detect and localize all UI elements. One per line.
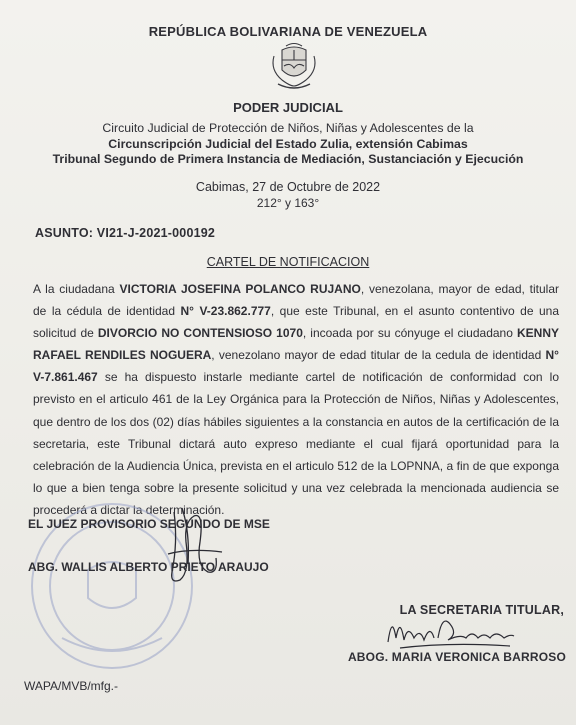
body-text: A la ciudadana xyxy=(33,282,120,296)
judge-title: EL JUEZ PROVISORIO SEGUNDO DE MSE xyxy=(28,517,270,531)
notice-body xyxy=(33,278,559,521)
document-date: Cabimas, 27 de Octubre de 2022 xyxy=(195,180,381,194)
jurisdiction-line: Circunscripción Judicial del Estado Zulia, extensión Cabimas xyxy=(108,137,468,151)
reference-initials: WAPA/MVB/mfg.- xyxy=(24,679,119,693)
folio-number: 212° y 163° xyxy=(256,196,320,210)
republic-heading: REPÚBLICA BOLIVARIANA DE VENEZUELA xyxy=(148,24,428,39)
respondent-name: VICTORIA JOSEFINA POLANCO RUJANO xyxy=(119,282,361,296)
petitioner-name: KENNY RAFAEL RENDILES NOGUERA xyxy=(33,326,559,363)
body-text: , incoada por su cónyuge el ciudadano xyxy=(302,326,517,341)
judicial-power-heading: PODER JUDICIAL xyxy=(233,100,343,115)
secretary-title: LA SECRETARIA TITULAR, xyxy=(399,603,564,617)
circuit-line: Circuito Judicial de Protección de Niños, Niñas y Adolescentes de la xyxy=(102,121,474,135)
body-text: , venezolana, mayor de edad, titular de la cédula de identidad xyxy=(33,282,559,319)
respondent-id: N° V-23.862.777 xyxy=(180,304,271,319)
notice-title: CARTEL DE NOTIFICACION xyxy=(206,255,370,269)
body-text: se ha dispuesto instarle mediante cartel de notificación de conformidad con lo previsto en el articulo 461 de la Ley Orgánica para la Protección de Niños, Niñas y Adolescentes, que dentro de los dos (02) días hábiles siguientes a la constancia en autos de la certificación de la secretaria, este Tribunal dictará auto expreso mediante el cual fijará oportunidad para la celebración de la Audiencia Única, prevista en el articulo 512 de la LOPNNA, a fin de que exponga lo que a bien tenga sobre la presente solicitud y una vez celebrada la mencionada audiencia se procederá a dictar la determinación. xyxy=(33,370,559,517)
case-matter: DIVORCIO NO CONTENSIOSO 1070 xyxy=(97,326,303,341)
court-line: Tribunal Segundo de Primera Instancia de Mediación, Sustanciación y Ejecución xyxy=(52,152,524,166)
case-number: ASUNTO: VI21-J-2021-000192 xyxy=(35,226,216,240)
body-text: , venezolano mayor de edad titular de la cedula de identidad xyxy=(211,348,546,363)
judge-signature-icon xyxy=(160,502,232,590)
petitioner-id: N° V-7.861.467 xyxy=(33,348,559,385)
coat-of-arms-icon xyxy=(268,42,320,92)
body-text: , que este Tribunal, en el asunto contentivo de una solicitud de xyxy=(33,304,559,341)
secretary-name: ABOG. MARIA VERONICA BARROSO xyxy=(347,650,566,664)
judge-name: ABG. WALLIS ALBERTO PRIETO ARAUJO xyxy=(28,560,269,574)
